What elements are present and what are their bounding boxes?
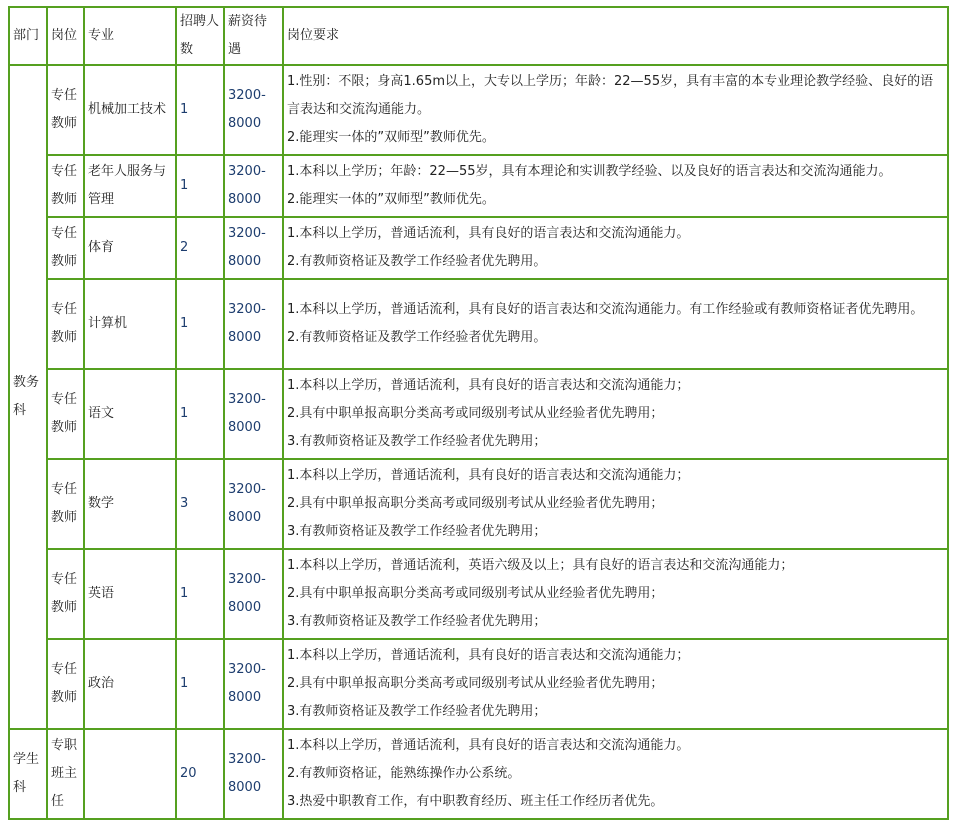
table-row (9, 549, 948, 639)
count-cell: 1 (176, 639, 224, 729)
count-cell: 1 (176, 155, 224, 217)
requirements-cell (283, 549, 948, 639)
requirement-item: 1.本科以上学历，普通话流利，具有良好的语言表达和交流沟通能力； (287, 468, 690, 483)
requirement-item: 2.具有中职单报高职分类高考或同级别考试从业经验者优先聘用； (287, 496, 664, 511)
table-row (9, 65, 948, 155)
table-body (9, 65, 948, 819)
recruitment-table (8, 6, 949, 820)
requirements-cell (283, 279, 948, 369)
major-cell: 语文 (84, 369, 176, 459)
major-cell: 英语 (84, 549, 176, 639)
table-row (9, 729, 948, 819)
requirements-cell (283, 459, 948, 549)
major-cell: 老年人服务与管理 (84, 155, 176, 217)
header-position: 岗位 (47, 7, 84, 65)
position-cell: 专职班主任 (47, 729, 84, 819)
major-cell: 体育 (84, 217, 176, 279)
header-department: 部门 (9, 7, 47, 65)
count-cell: 1 (176, 369, 224, 459)
requirement-item: 3.有教师资格证及教学工作经验者优先聘用； (287, 434, 547, 449)
requirement-item: 2.具有中职单报高职分类高考或同级别考试从业经验者优先聘用； (287, 406, 664, 421)
table-row (9, 279, 948, 369)
requirement-item: 1.本科以上学历；年龄：22—55岁，具有本理论和实训教学经验、以及良好的语言表达和交流沟通能力。 (287, 164, 892, 179)
requirement-item: 3.有教师资格证及教学工作经验者优先聘用； (287, 614, 547, 629)
department-cell: 学生科 (9, 729, 47, 819)
requirement-item: 3.热爱中职教育工作，有中职教育经历、班主任工作经历者优先。 (287, 794, 664, 809)
header-row (9, 7, 948, 65)
count-cell: 3 (176, 459, 224, 549)
requirement-item: 1.本科以上学历，普通话流利，具有良好的语言表达和交流沟通能力。有工作经验或有教师资格证者优先聘用。 (287, 302, 924, 317)
position-cell: 专任教师 (47, 279, 84, 369)
requirements-cell (283, 729, 948, 819)
position-cell: 专任教师 (47, 65, 84, 155)
table-row (9, 459, 948, 549)
count-cell: 20 (176, 729, 224, 819)
salary-cell: 3200-8000 (224, 549, 283, 639)
requirement-item: 3.有教师资格证及教学工作经验者优先聘用； (287, 704, 547, 719)
requirements-cell (283, 369, 948, 459)
major-cell: 计算机 (84, 279, 176, 369)
department-cell: 教务科 (9, 65, 47, 729)
header-salary: 薪资待遇 (224, 7, 283, 65)
requirement-item: 2.具有中职单报高职分类高考或同级别考试从业经验者优先聘用； (287, 586, 664, 601)
salary-cell: 3200-8000 (224, 155, 283, 217)
requirement-item: 1.性别：不限；身高1.65m以上，大专以上学历；年龄：22—55岁，具有丰富的本专业理论教学经验、良好的语言表达和交流沟通能力。 (287, 74, 934, 117)
requirement-item: 2.能理实一体的”双师型”教师优先。 (287, 192, 495, 207)
major-cell (84, 729, 176, 819)
count-cell: 1 (176, 549, 224, 639)
position-cell: 专任教师 (47, 459, 84, 549)
requirements-cell (283, 217, 948, 279)
salary-cell: 3200-8000 (224, 459, 283, 549)
requirement-item: 1.本科以上学历，普通话流利，具有良好的语言表达和交流沟通能力。 (287, 738, 690, 753)
requirement-item: 1.本科以上学历，普通话流利，具有良好的语言表达和交流沟通能力； (287, 378, 690, 393)
salary-cell: 3200-8000 (224, 729, 283, 819)
table-row (9, 369, 948, 459)
requirement-item: 1.本科以上学历，普通话流利，具有良好的语言表达和交流沟通能力； (287, 648, 690, 663)
requirement-item: 2.有教师资格证，能熟练操作办公系统。 (287, 766, 521, 781)
salary-cell: 3200-8000 (224, 217, 283, 279)
requirement-item: 1.本科以上学历，普通话流利，具有良好的语言表达和交流沟通能力。 (287, 226, 690, 241)
header-major: 专业 (84, 7, 176, 65)
count-cell: 1 (176, 279, 224, 369)
salary-cell: 3200-8000 (224, 279, 283, 369)
major-cell: 数学 (84, 459, 176, 549)
requirement-item: 2.有教师资格证及教学工作经验者优先聘用。 (287, 330, 547, 345)
header-count: 招聘人数 (176, 7, 224, 65)
salary-cell: 3200-8000 (224, 369, 283, 459)
salary-cell: 3200-8000 (224, 65, 283, 155)
count-cell: 2 (176, 217, 224, 279)
major-cell: 机械加工技术 (84, 65, 176, 155)
table-row (9, 217, 948, 279)
requirement-item: 1.本科以上学历，普通话流利，英语六级及以上；具有良好的语言表达和交流沟通能力； (287, 558, 794, 573)
requirements-cell (283, 639, 948, 729)
requirement-item: 2.具有中职单报高职分类高考或同级别考试从业经验者优先聘用； (287, 676, 664, 691)
position-cell: 专任教师 (47, 155, 84, 217)
requirement-item: 2.能理实一体的”双师型”教师优先。 (287, 130, 495, 145)
requirements-cell (283, 65, 948, 155)
salary-cell: 3200-8000 (224, 639, 283, 729)
table-row (9, 639, 948, 729)
count-cell: 1 (176, 65, 224, 155)
header-requirements: 岗位要求 (283, 7, 948, 65)
position-cell: 专任教师 (47, 549, 84, 639)
position-cell: 专任教师 (47, 639, 84, 729)
requirement-item: 3.有教师资格证及教学工作经验者优先聘用； (287, 524, 547, 539)
requirement-item: 2.有教师资格证及教学工作经验者优先聘用。 (287, 254, 547, 269)
position-cell: 专任教师 (47, 217, 84, 279)
major-cell: 政治 (84, 639, 176, 729)
requirements-cell (283, 155, 948, 217)
position-cell: 专任教师 (47, 369, 84, 459)
table-row (9, 155, 948, 217)
